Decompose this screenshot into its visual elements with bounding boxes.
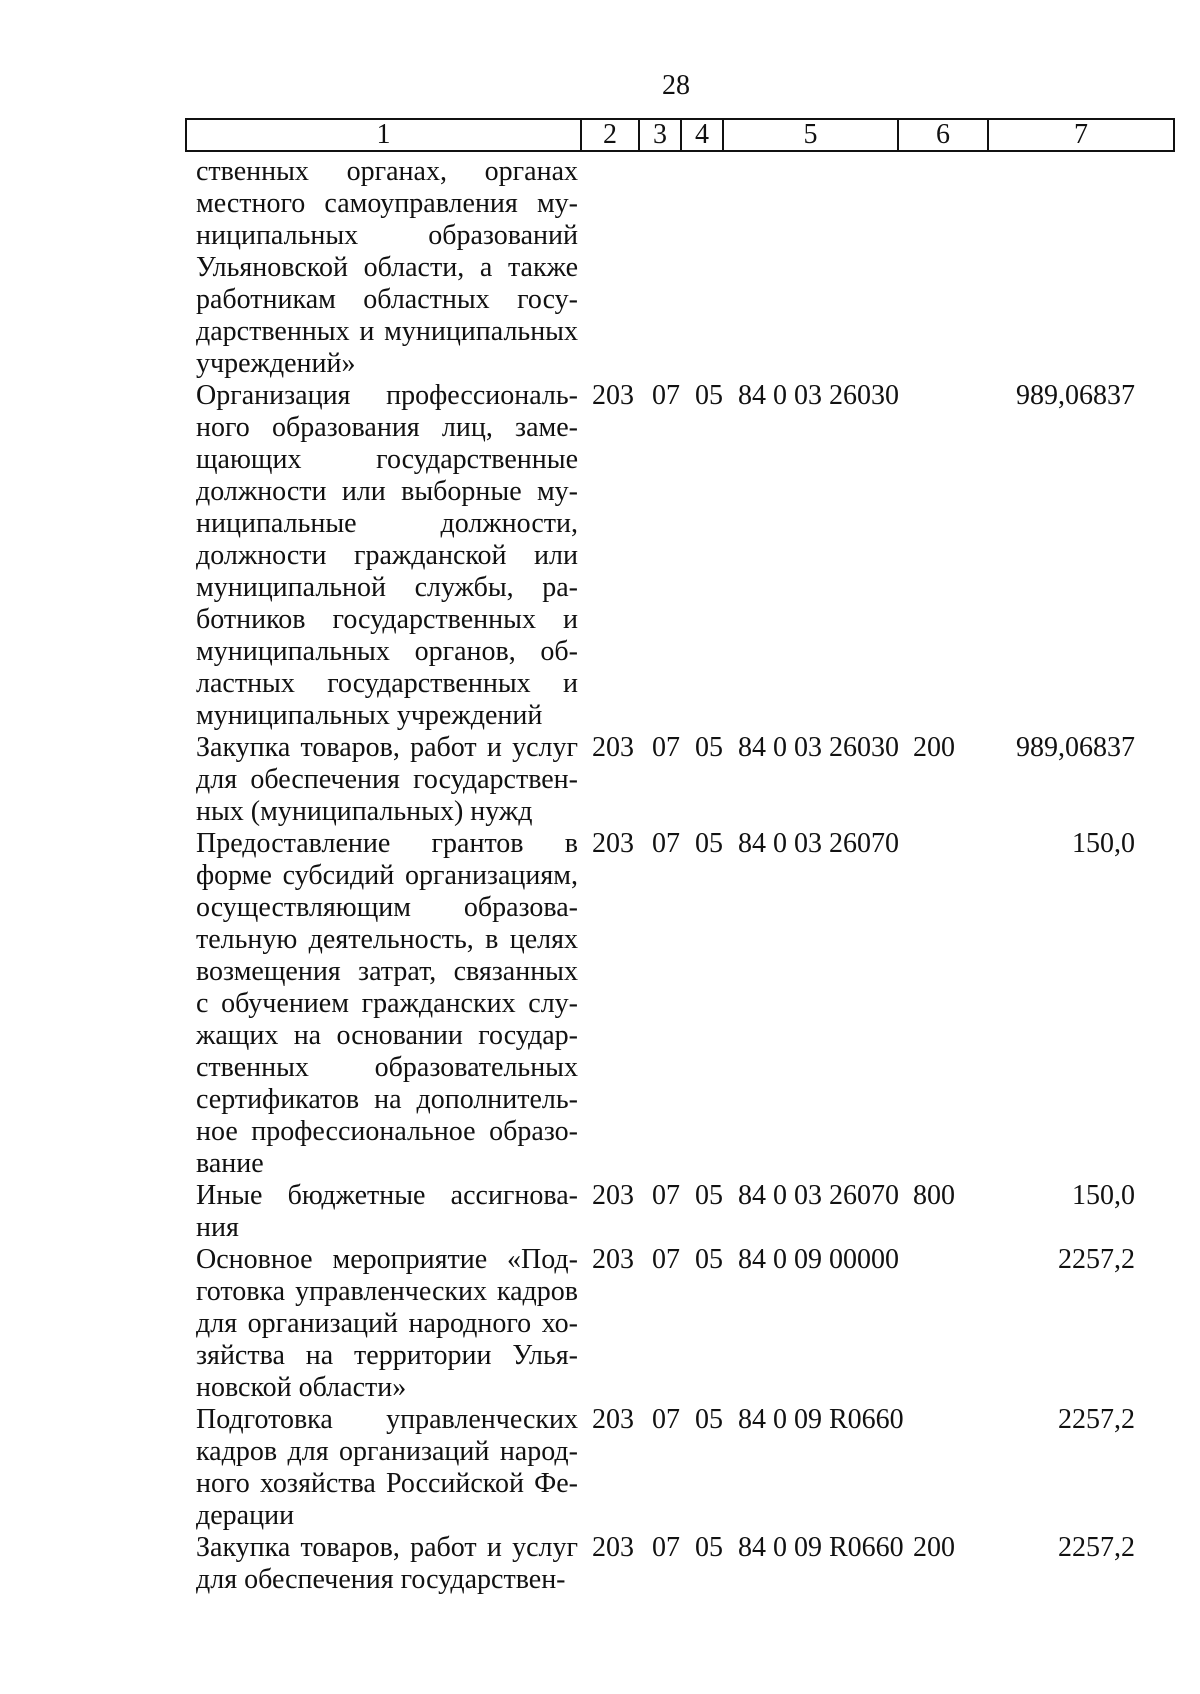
description-line: ное профессиональное образо- [196, 1116, 578, 1147]
table-row [0, 1532, 1200, 1596]
description-line: вание [196, 1148, 264, 1179]
description-line: форме субсидий организациям, [196, 860, 578, 891]
table-row [0, 380, 1200, 732]
description-line: учреждений» [196, 348, 356, 379]
section-code: 07 [652, 1244, 680, 1275]
target-article-code: 84 0 03 26030 [738, 732, 899, 763]
description-line: Основное мероприятие «Под- [196, 1244, 578, 1275]
column-header-6: 6 [898, 119, 988, 151]
description-line: кадров для организаций народ- [196, 1436, 578, 1467]
row-description [196, 1180, 578, 1244]
description-line: должности гражданской или [196, 540, 578, 571]
description-line: Организация профессиональ- [196, 380, 578, 411]
column-header-row [186, 119, 1174, 151]
target-article-code: 84 0 09 R0660 [738, 1404, 904, 1435]
description-line: жащих на основании государ- [196, 1020, 578, 1051]
description-line: новской области» [196, 1372, 407, 1403]
column-header-3: 3 [639, 119, 681, 151]
column-header-5: 5 [723, 119, 898, 151]
expense-type-code: 800 [913, 1180, 955, 1211]
section-code: 07 [652, 1404, 680, 1435]
description-line: осуществляющим образова- [196, 892, 578, 923]
description-line: с обучением гражданских слу- [196, 988, 578, 1019]
description-line: муниципальных учреждений [196, 700, 543, 731]
subsection-code: 05 [695, 1404, 723, 1435]
target-article-code: 84 0 03 26070 [738, 1180, 899, 1211]
description-line: Закупка товаров, работ и услуг [196, 1532, 578, 1563]
description-line: местного самоуправления му- [196, 188, 578, 219]
amount: 150,0 [1072, 1180, 1135, 1211]
description-line: Предоставление грантов в [196, 828, 578, 859]
description-line: работникам областных госу- [196, 284, 578, 315]
row-description [196, 1532, 578, 1596]
description-line: ния [196, 1212, 239, 1243]
admin-code: 203 [592, 1532, 634, 1563]
amount: 2257,2 [1058, 1532, 1135, 1563]
amount: 2257,2 [1058, 1404, 1135, 1435]
description-line: Иные бюджетные ассигнова- [196, 1180, 578, 1211]
description-line: Подготовка управленческих [196, 1404, 578, 1435]
description-line: зяйства на территории Улья- [196, 1340, 578, 1371]
subsection-code: 05 [695, 828, 723, 859]
description-line: щающих государственные [196, 444, 578, 475]
subsection-code: 05 [695, 1532, 723, 1563]
description-line: сертификатов на дополнитель- [196, 1084, 578, 1115]
description-line: для организаций народного хо- [196, 1308, 578, 1339]
column-header-7: 7 [988, 119, 1174, 151]
table-row [0, 1404, 1200, 1532]
amount: 989,06837 [1016, 380, 1135, 411]
section-code: 07 [652, 380, 680, 411]
section-code: 07 [652, 1180, 680, 1211]
subsection-code: 05 [695, 380, 723, 411]
expense-type-code: 200 [913, 732, 955, 763]
description-line: Ульяновской области, а также [196, 252, 578, 283]
admin-code: 203 [592, 732, 634, 763]
column-header-2: 2 [581, 119, 639, 151]
description-line: ниципальные должности, [196, 508, 578, 539]
description-line: дерации [196, 1500, 295, 1531]
section-code: 07 [652, 1532, 680, 1563]
description-line: тельную деятельность, в целях [196, 924, 578, 955]
admin-code: 203 [592, 380, 634, 411]
row-description [196, 380, 578, 732]
description-line: должности или выборные му- [196, 476, 578, 507]
amount: 150,0 [1072, 828, 1135, 859]
section-code: 07 [652, 732, 680, 763]
description-line: ластных государственных и [196, 668, 578, 699]
admin-code: 203 [592, 1404, 634, 1435]
target-article-code: 84 0 09 00000 [738, 1244, 899, 1275]
description-line: ного хозяйства Российской Фе- [196, 1468, 578, 1499]
page-number: 28 [662, 70, 690, 101]
subsection-code: 05 [695, 1180, 723, 1211]
description-line: дарственных и муниципальных [196, 316, 578, 347]
table-row [0, 156, 1200, 380]
amount: 989,06837 [1016, 732, 1135, 763]
section-code: 07 [652, 828, 680, 859]
description-line: ного образования лиц, заме- [196, 412, 578, 443]
description-line: ботников государственных и [196, 604, 578, 635]
expense-type-code: 200 [913, 1532, 955, 1563]
budget-table-body [0, 156, 1200, 1596]
table-row [0, 1180, 1200, 1244]
subsection-code: 05 [695, 1244, 723, 1275]
description-line: Закупка товаров, работ и услуг [196, 732, 578, 763]
admin-code: 203 [592, 1244, 634, 1275]
target-article-code: 84 0 03 26070 [738, 828, 899, 859]
description-line: возмещения затрат, связанных [196, 956, 578, 987]
target-article-code: 84 0 03 26030 [738, 380, 899, 411]
column-header-1: 1 [186, 119, 581, 151]
table-row [0, 1244, 1200, 1404]
row-description [196, 828, 578, 1180]
description-line: ных (муниципальных) нужд [196, 796, 533, 827]
description-line: ственных образовательных [196, 1052, 578, 1083]
admin-code: 203 [592, 828, 634, 859]
admin-code: 203 [592, 1180, 634, 1211]
description-line: муниципальных органов, об- [196, 636, 578, 667]
row-description [196, 732, 578, 828]
description-line: для обеспечения государствен- [196, 764, 578, 795]
row-description [196, 1244, 578, 1404]
column-header-table [185, 118, 1175, 152]
target-article-code: 84 0 09 R0660 [738, 1532, 904, 1563]
description-line: готовка управленческих кадров [196, 1276, 578, 1307]
column-header-4: 4 [681, 119, 723, 151]
table-row [0, 828, 1200, 1180]
description-line: ственных органах, органах [196, 156, 578, 187]
row-description [196, 1404, 578, 1532]
amount: 2257,2 [1058, 1244, 1135, 1275]
subsection-code: 05 [695, 732, 723, 763]
row-description [196, 156, 578, 380]
description-line: для обеспечения государствен- [196, 1564, 566, 1595]
description-line: ниципальных образований [196, 220, 578, 251]
description-line: муниципальной службы, ра- [196, 572, 578, 603]
table-row [0, 732, 1200, 828]
